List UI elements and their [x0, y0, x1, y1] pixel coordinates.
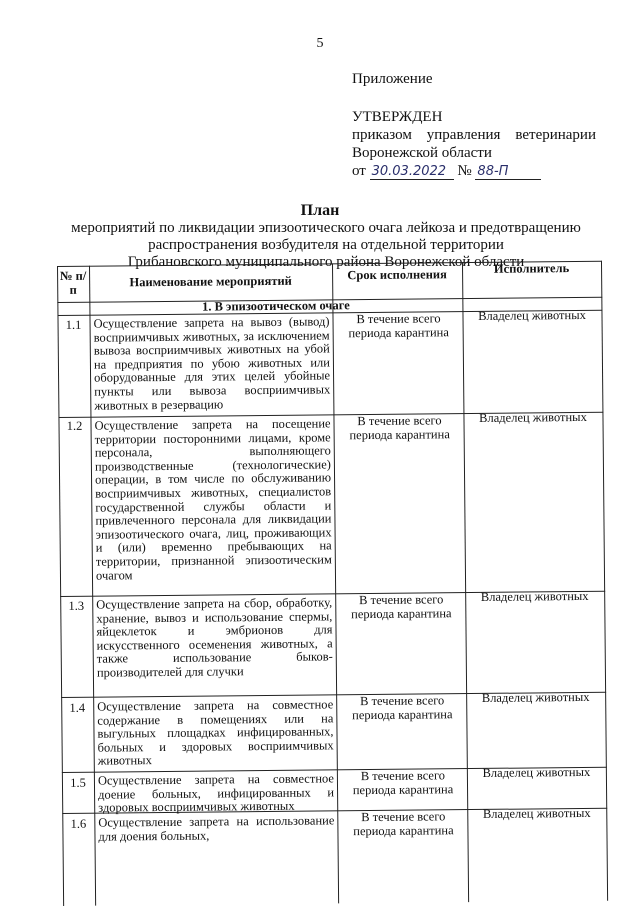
row-term: В течение всего периода карантина	[352, 768, 454, 797]
row-text: Осуществление запрета на посещение территории посторонними лицами, кроме персонала, выполняющего производственные (технологические) операции, в том числе по обслуживанию восприимчивых животных, специалистов государственной службы области и привлеченного персонала для ликвидации эпизоотического очага, лиц, проживающих и (или) временно пребывающих на территории, признанной эпизоотическим очагом	[94, 416, 332, 583]
row-number: 1.3	[68, 598, 85, 613]
approval-number: 88-П	[475, 165, 541, 180]
plan-subtitle-line: мероприятий по ликвидации эпизоотического очага лейкоза и предотвращению	[71, 220, 581, 236]
measures-table	[57, 261, 608, 906]
plan-subtitle-line: распространения возбудителя на отдельной территории	[148, 237, 504, 253]
header-name: Наименование мероприятий	[129, 273, 292, 290]
date-prefix: от	[352, 163, 366, 179]
table-divider	[462, 262, 469, 902]
plan-title: План	[300, 202, 340, 219]
row-term: В течение всего периода карантина	[348, 311, 449, 340]
row-number: 1.4	[69, 700, 86, 715]
approval-block	[352, 108, 596, 180]
appendix-label: Приложение	[352, 71, 433, 87]
row-text: Осуществление запрета на совместное содержание в помещениях или на выгульных площадках инфицированных, больных и здоровых восприимчивых животных	[97, 697, 334, 769]
section-title: 1. В эпизоотическом очаге	[201, 298, 350, 314]
row-executor: Владелец животных	[482, 764, 591, 780]
row-text: Осуществление запрета на вывоз (вывод) восприимчивых животных, за исключением вывоза восприимчивых животных на убой на предприятия по убою животных или оборудованные для этих целей убойные пункты или вывоза восприимчивых животных в резервацию	[93, 314, 331, 413]
row-term: В течение всего периода карантина	[353, 809, 454, 838]
row-term: В течение всего периода карантина	[352, 693, 453, 722]
header-num: № п/п	[59, 268, 87, 297]
row-text: Осуществление запрета на сбор, обработку, хранение, вывоз и использование спермы, яйцеклеток и эмбрионов для искусственного осеменения животных, а также использование быков-производителей для случки	[96, 595, 333, 680]
row-number: 1.5	[70, 775, 86, 790]
table-border	[601, 261, 608, 901]
row-executor: Владелец животных	[481, 689, 590, 705]
row-executor: Владелец животных	[478, 307, 586, 323]
row-text: Осуществление запрета на совместное доение больных, инфицированных и здоровых восприимчивых животных	[97, 771, 335, 815]
approval-title: УТВЕРЖДЕН	[352, 109, 443, 125]
row-term: В течение всего периода карантина	[349, 413, 450, 442]
row-number: 1.2	[66, 418, 83, 433]
row-number: 1.6	[70, 816, 87, 831]
header-executor: Исполнитель	[493, 261, 570, 276]
approval-date-line	[352, 162, 596, 180]
page-number: 5	[316, 36, 324, 51]
plan-subtitle-line: Грибановского муниципального района Воронежской области	[127, 254, 525, 270]
approval-order-line: приказом управления ветеринарии	[352, 127, 596, 143]
row-number: 1.1	[65, 317, 82, 332]
table-border	[57, 266, 64, 906]
row-text: Осуществление запрета на использование для доения больных,	[98, 813, 335, 844]
approval-authority: Воронежской области	[352, 145, 492, 161]
row-executor: Владелец животных	[480, 588, 589, 604]
number-sign: №	[457, 163, 472, 179]
header-term: Срок исполнения	[347, 267, 447, 283]
row-executor: Владелец животных	[482, 805, 591, 821]
approval-date: 30.03.2022	[370, 165, 454, 180]
row-term: В течение всего периода карантина	[351, 592, 452, 621]
row-executor: Владелец животных	[479, 409, 587, 425]
